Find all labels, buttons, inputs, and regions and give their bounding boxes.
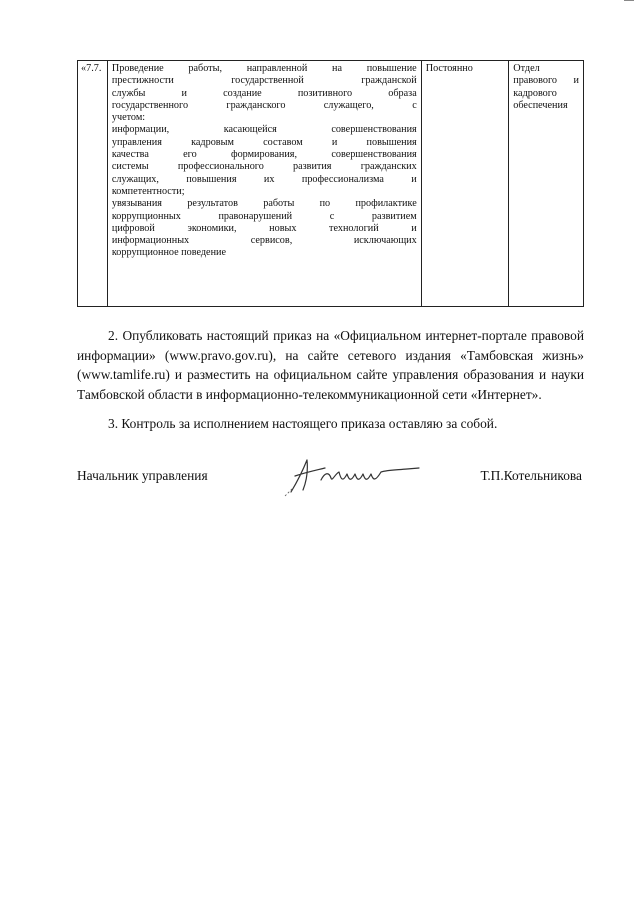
term-value: Постоянно: [425, 63, 473, 74]
measure-description: [112, 63, 417, 260]
responsible-line-2: [513, 75, 579, 87]
description-line: увязывания результатов работы по профилактике: [111, 198, 417, 210]
responsible-cell: [509, 61, 584, 307]
handwritten-signature: [277, 452, 427, 498]
scan-mark: [624, 0, 634, 1]
signer-name: Т.П.Котельникова: [480, 468, 582, 483]
row-number-cell: [78, 61, 108, 307]
responsible-line-1: Отдел: [513, 63, 540, 74]
row-number: «7.7.: [81, 63, 102, 74]
paragraph-publish: 2. Опубликовать настоящий приказ на «Официальном интернет-портале правовой информации» (www.pravo.gov.ru), на сайте сетевого издания «Тамбовская жизнь» (www.tamlife.ru) и разместить на официальном сайте управления образования и науки Тамбовской области в информационно-телекоммуникационной сети «Интернет».: [77, 328, 584, 402]
description-line: престижности государственной гражданской: [111, 75, 417, 87]
description-line: информационных сервисов, исключающих: [111, 235, 417, 247]
description-line: коррупционное поведение: [111, 247, 227, 259]
description-line: учетом:: [111, 112, 146, 124]
description-line: цифровой экономики, новых технологий и: [111, 222, 417, 234]
description-line: системы профессионального развития гражданских: [111, 161, 417, 173]
responsible-line-3: кадрового: [513, 87, 557, 99]
description-line: информации, касающейся совершенствования: [111, 124, 417, 136]
term-cell: [421, 61, 509, 307]
paragraph-control: 3. Контроль за исполнением настоящего приказа оставляю за собой.: [108, 416, 498, 431]
description-line: управления кадровым составом и повышения: [111, 136, 417, 148]
table-row: [78, 61, 584, 307]
signature-block: [77, 466, 584, 496]
responsible-line-2b: и: [573, 75, 579, 87]
measure-description-cell: [107, 61, 421, 307]
signer-position: Начальник управления: [77, 468, 208, 483]
description-line: служащих, повышения их профессионализма и: [111, 173, 417, 185]
description-line: компетентности;: [111, 185, 185, 197]
description-line: государственного гражданского служащего, с: [111, 99, 417, 111]
responsible-line-2a: правового: [513, 75, 558, 87]
description-line: коррупционных правонарушений с развитием: [111, 210, 417, 222]
description-line: Проведение работы, направленной на повышение: [111, 63, 417, 74]
description-line: качества его формирования, совершенствования: [111, 149, 417, 161]
responsible-line-4: обеспечения: [513, 99, 568, 111]
measures-table: [77, 60, 584, 307]
description-line: службы и создание позитивного образа: [111, 87, 417, 99]
